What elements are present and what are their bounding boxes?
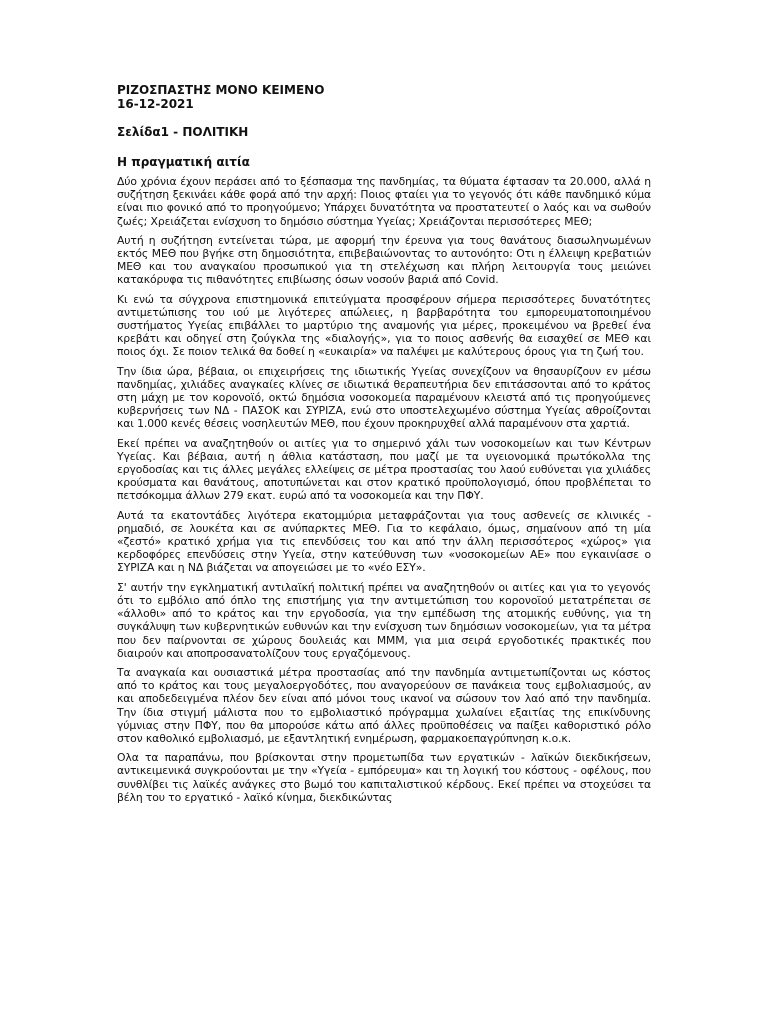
publication-date: 16-12-2021	[117, 97, 194, 111]
page-section: Σελίδα1 - ΠΟΛΙΤΙΚΗ	[117, 125, 249, 139]
article-body	[117, 175, 651, 804]
paragraph: Τα αναγκαία και ουσιαστικά μέτρα προστασίας από την πανδημία αντιμετωπίζονται ως κόστος από το κράτος και τους μεγαλοεργοδότες, που αναγορεύουν σε πανάκεια τους εμβολιασμούς, αν και αποδεδειγμένα πλέον δεν είναι από μόνοι τους ικανοί να σώσουν τον λαό από την πανδημία. Την ίδια στιγμή μάλιστα που το εμβολιαστικό πρόγραμμα χωλαίνει εξαιτίας της επικίνδυνης γύμνιας στην ΠΦΥ, που θα μπορούσε κάτω από άλλες προϋποθέσεις να παίξει καθοριστικό ρόλο στον καθολικό εμβολιασμό, με εξαντλητική ενημέρωση, φαρμακοεπαγρύπνηση κ.ο.κ.	[117, 665, 651, 745]
document-page	[117, 83, 651, 810]
paragraph: Αυτά τα εκατοντάδες λιγότερα εκατομμύρια μεταφράζονται για τους ασθενείς σε κλινικές - ρημαδιό, σε λουκέτα και σε ανύπαρκτες ΜΕΘ. Για το κεφάλαιο, όμως, σημαίνουν από τη μία «ζεστό» κρατικό χρήμα για τις επενδύσεις του και από την άλλη περισσότερος «χώρος» για κερδοφόρες επενδύσεις στην Υγεία, στην κατεύθυνση των «νοσοκομείων ΑΕ» που εγκαινίασε ο ΣΥΡΙΖΑ και η ΝΔ βιάζεται να απογειώσει με το «νέο ΕΣΥ».	[117, 508, 651, 575]
paragraph: Σ' αυτήν την εγκληματική αντιλαϊκή πολιτική πρέπει να αναζητηθούν οι αιτίες και για το γεγονός ότι το εμβόλιο από όπλο της επιστήμης για την αντιμετώπιση του κορονοϊού μετατρέπεται σε «άλλοθι» από το κράτος και την εργοδοσία, για την εμπέδωση της ατομικής ευθύνης, για τη συγκάλυψη των κυβερνητικών ευθυνών και την ενίσχυση των δημόσιων νοσοκομείων, για τα μέτρα που δεν παίρνονται σε χώρους δουλειάς και ΜΜΜ, για μια σειρά εργοδοτικές πρακτικές που διαιρούν και αποπροσανατολίζουν τους εργαζόμενους.	[117, 580, 651, 660]
article-title: Η πραγματική αιτία	[117, 155, 250, 169]
paragraph: Την ίδια ώρα, βέβαια, οι επιχειρήσεις της ιδιωτικής Υγείας συνεχίζουν να θησαυρίζουν εν μέσω πανδημίας, χιλιάδες αναγκαίες κλίνες σε ιδιωτικά θεραπευτήρια δεν επιτάσσονται από το κράτος στη μάχη με τον κορονοϊό, οκτώ δημόσια νοσοκομεία παραμένουν κλειστά από τις προηγούμενες κυβερνήσεις των ΝΔ - ΠΑΣΟΚ και ΣΥΡΙΖΑ, ενώ στο υποστελεχωμένο σύστημα Υγείας αθροίζονται και 1.000 κενές θέσεις νοσηλευτών ΜΕΘ, που έχουν προκηρυχθεί αλλά παραμένουν στα χαρτιά.	[117, 364, 651, 431]
paragraph: Κι ενώ τα σύγχρονα επιστημονικά επιτεύγματα προσφέρουν σήμερα περισσότερες δυνατότητες αντιμετώπισης του ιού με λιγότερες απώλειες, η βαρβαρότητα του εμπορευματοποιημένου συστήματος Υγείας επιβάλλει το μαρτύριο της αναμονής για μέρες, προκειμένου να βρεθεί ένα κρεβάτι και οδηγεί στη ζούγκλα της «διαλογής», για το ποιος ασθενής θα εισαχθεί σε ΜΕΘ και ποιος όχι. Σε ποιον τελικά θα δοθεί η «ευκαιρία» να παλέψει με καλύτερους όρους για τη ζωή του.	[117, 292, 651, 359]
publication-name: ΡΙΖΟΣΠΑΣΤΗΣ ΜΟΝΟ ΚΕΙΜΕΝΟ	[117, 83, 325, 97]
paragraph: Ολα τα παραπάνω, που βρίσκονται στην προμετωπίδα των εργατικών - λαϊκών διεκδικήσεων, αντικειμενικά συγκρούονται με την «Υγεία - εμπόρευμα» και τη λογική του κόστους - οφέλους, που συνθλίβει τις λαϊκές ανάγκες στο βωμό του καπιταλιστικού κέρδους. Εκεί πρέπει να στοχεύσει τα βέλη του το εργατικό - λαϊκό κίνημα, διεκδικώντας	[117, 751, 651, 804]
paragraph: Αυτή η συζήτηση εντείνεται τώρα, με αφορμή την έρευνα για τους θανάτους διασωληνωμένων εκτός ΜΕΘ που βγήκε στη δημοσιότητα, επιβεβαιώνοντας το αυτονόητο: Οτι η έλλειψη κρεβατιών ΜΕΘ και του αναγκαίου προσωπικού για τη στελέχωση και πλήρη λειτουργία τους μειώνει κατακόρυφα τις πιθανότητες επιβίωσης όσων νοσούν βαριά από Covid.	[117, 233, 651, 287]
paragraph: Εκεί πρέπει να αναζητηθούν οι αιτίες για το σημερινό χάλι των νοσοκομείων και των Κέντρων Υγείας. Και βέβαια, αυτή η άθλια κατάσταση, που μαζί με τα υγειονομικά πρωτόκολλα της εργοδοσίας και τις άλλες μεγάλες ελλείψεις σε μέτρα προστασίας του λαού ευθύνεται για χιλιάδες κρούσματα και θανάτους, αποτυπώνεται και στον κρατικό προϋπολογισμό, όπου προβλέπεται το πετσόκομμα άλλων 279 εκατ. ευρώ από τα νοσοκομεία και την ΠΦΥ.	[117, 436, 651, 503]
paragraph: Δύο χρόνια έχουν περάσει από το ξέσπασμα της πανδημίας, τα θύματα έφτασαν τα 20.000, αλλά η συζήτηση ξεκινάει κάθε φορά από την αρχή: Ποιος φταίει για το γεγονός ότι κάθε πανδημικό κύμα είναι πιο φονικό από το προηγούμενο; Υπάρχει δυνατότητα να προστατευτεί ο λαός και να σωθούν ζωές; Χρειάζεται ενίσχυση το δημόσιο σύστημα Υγείας; Χρειάζονται περισσότερες ΜΕΘ;	[117, 175, 651, 228]
